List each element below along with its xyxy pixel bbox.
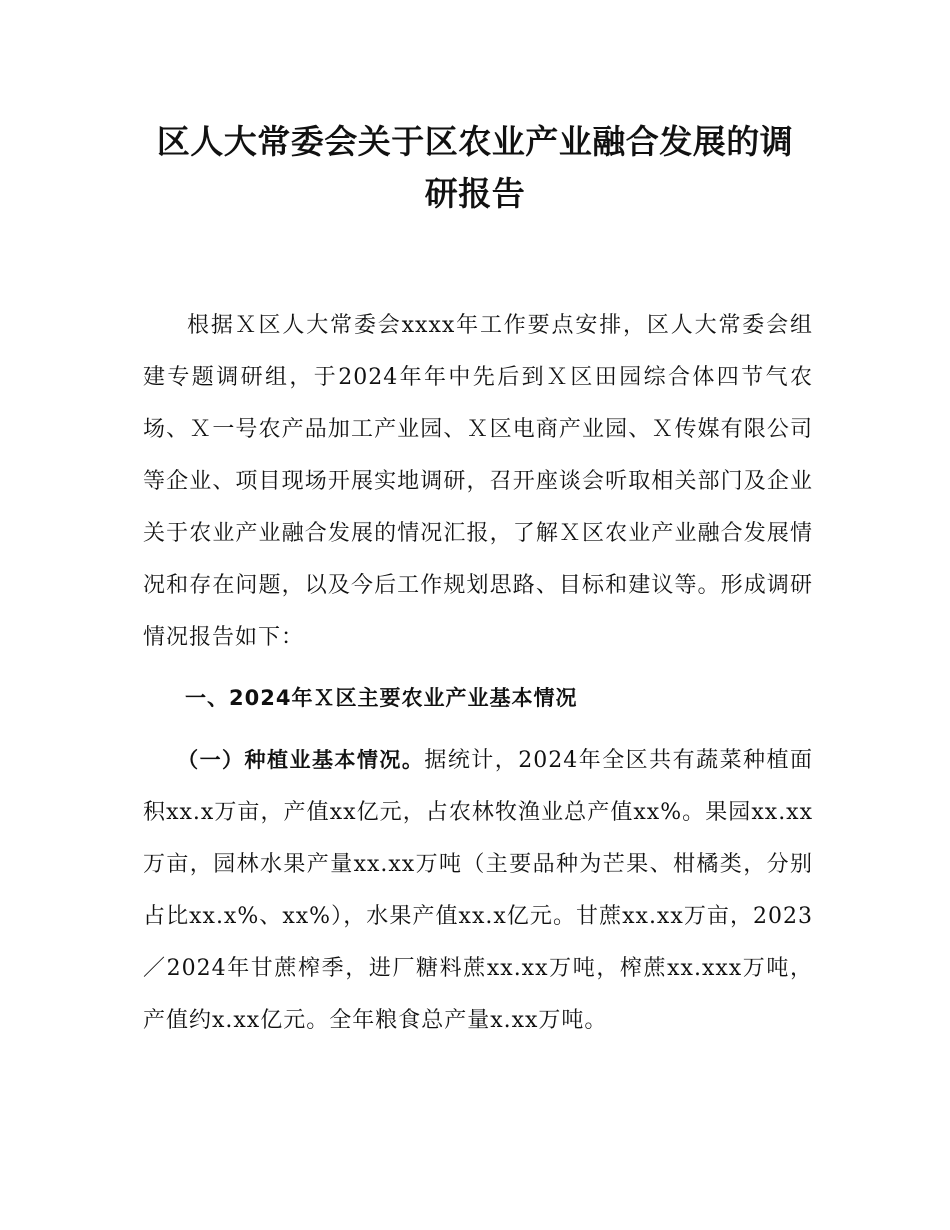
subsection-1-lead: （一）种植业基本情况。 — [177, 748, 425, 772]
document-body — [143, 300, 813, 1047]
subsection-1-paragraph — [143, 734, 813, 1047]
intro-paragraph: 根据Ｘ区人大常委会xxxx年工作要点安排，区人大常委会组建专题调研组，于2024年年中先后到Ｘ区田园综合体四节气农场、Ｘ一号农产品加工产业园、Ｘ区电商产业园、Ｘ传媒有限公司等企业、项目现场开展实地调研，召开座谈会听取相关部门及企业关于农业产业融合发展的情况汇报，了解Ｘ区农业产业融合发展情况和存在问题，以及今后工作规划思路、目标和建议等。形成调研情况报告如下： — [143, 313, 813, 650]
section-1-heading: 一、2024年Ｘ区主要农业产业基本情况 — [185, 686, 578, 710]
subsection-1-text: 据统计，2024年全区共有蔬菜种植面积xx.x万亩，产值xx亿元，占农林牧渔业总产值xx%。果园xx.xx万亩，园林水果产量xx.xx万吨（主要品种为芒果、柑橘类，分别占比xx.x%、xx%），水果产值xx.x亿元。甘蔗xx.xx万亩，2023／2024年甘蔗榨季，进厂糖料蔗xx.xx万吨，榨蔗xx.xxx万吨，产值约x.xx亿元。全年粮食总产量x.xx万吨。 — [143, 748, 814, 1033]
title-line-1: 区人大常委会关于区农业产业融合发展的调 — [156, 122, 794, 161]
title-line-2: 研报告 — [424, 174, 526, 213]
document-title — [130, 116, 820, 220]
